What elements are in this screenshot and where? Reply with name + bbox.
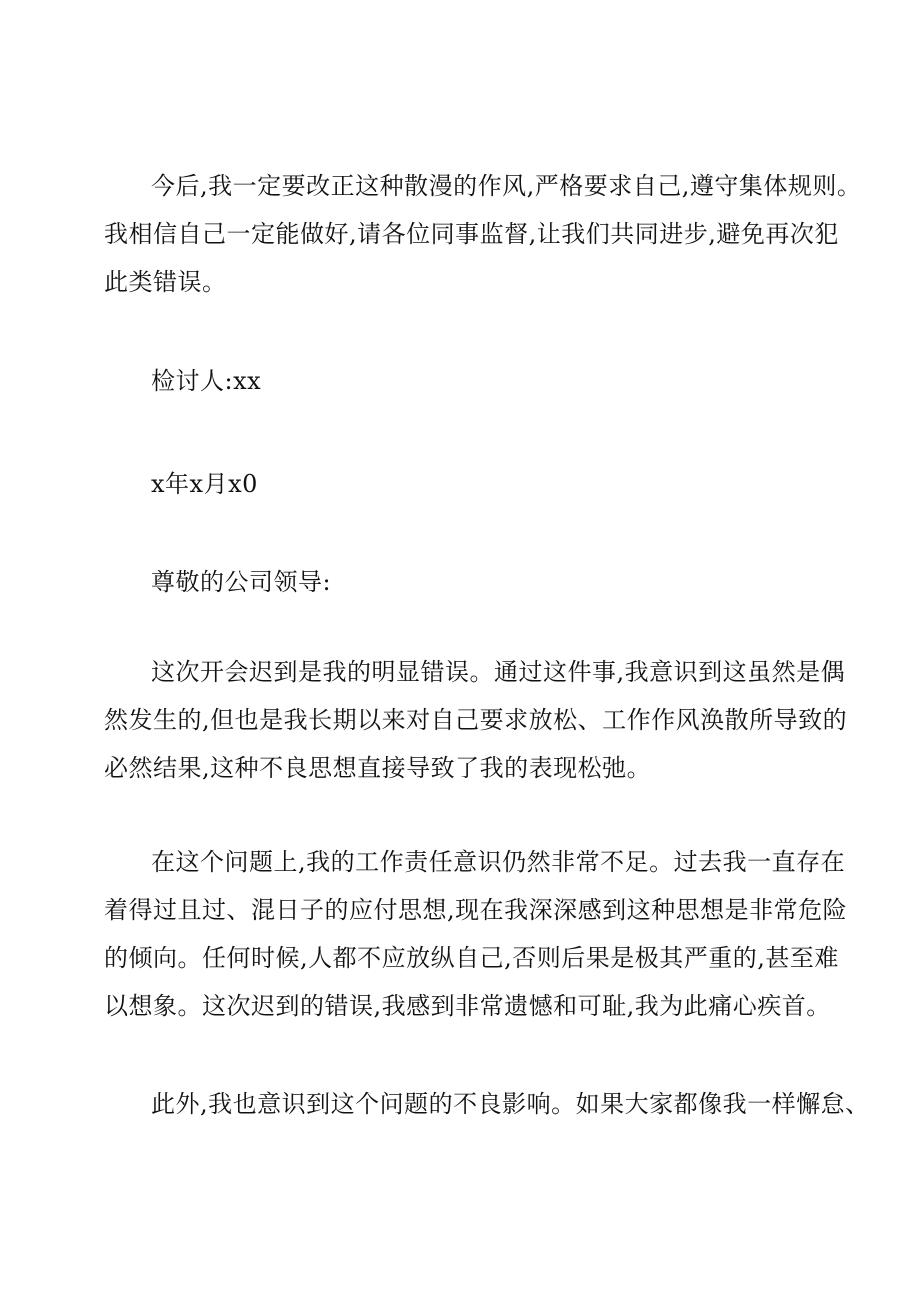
signature-date: x年x月x0	[151, 470, 258, 498]
paragraph-1-line-1: 今后,我一定要改正这种散漫的作风,严格要求自己,遵守集体规则。	[151, 172, 862, 200]
paragraph-1-line-3: 此类错误。	[104, 268, 227, 296]
greeting: 尊敬的公司领导:	[151, 568, 332, 596]
paragraph-1-line-2: 我相信自己一定能做好,请各位同事监督,让我们共同进步,避免再次犯	[104, 220, 839, 248]
reviewer-signature: 检讨人:xx	[151, 367, 262, 395]
paragraph-3-line-2: 着得过且过、混日子的应付思想,现在我深深感到这种思想是非常危险	[104, 896, 848, 924]
paragraph-3-line-3: 的倾向。任何时候,人都不应放纵自己,否则后果是极其严重的,甚至难	[104, 944, 839, 972]
paragraph-2-line-3: 必然结果,这种不良思想直接导致了我的表现松弛。	[104, 754, 652, 782]
paragraph-3-line-4: 以想象。这次迟到的错误,我感到非常遗憾和可耻,我为此痛心疾首。	[104, 992, 831, 1020]
paragraph-2-line-2: 然发生的,但也是我长期以来对自己要求放松、工作作风涣散所导致的	[104, 706, 848, 734]
paragraph-3-line-1: 在这个问题上,我的工作责任意识仍然非常不足。过去我一直存在	[151, 848, 846, 876]
paragraph-2-line-1: 这次开会迟到是我的明显错误。通过这件事,我意识到这虽然是偶	[151, 658, 846, 686]
paragraph-4-line-1: 此外,我也意识到这个问题的不良影响。如果大家都像我一样懈怠、	[151, 1090, 870, 1118]
